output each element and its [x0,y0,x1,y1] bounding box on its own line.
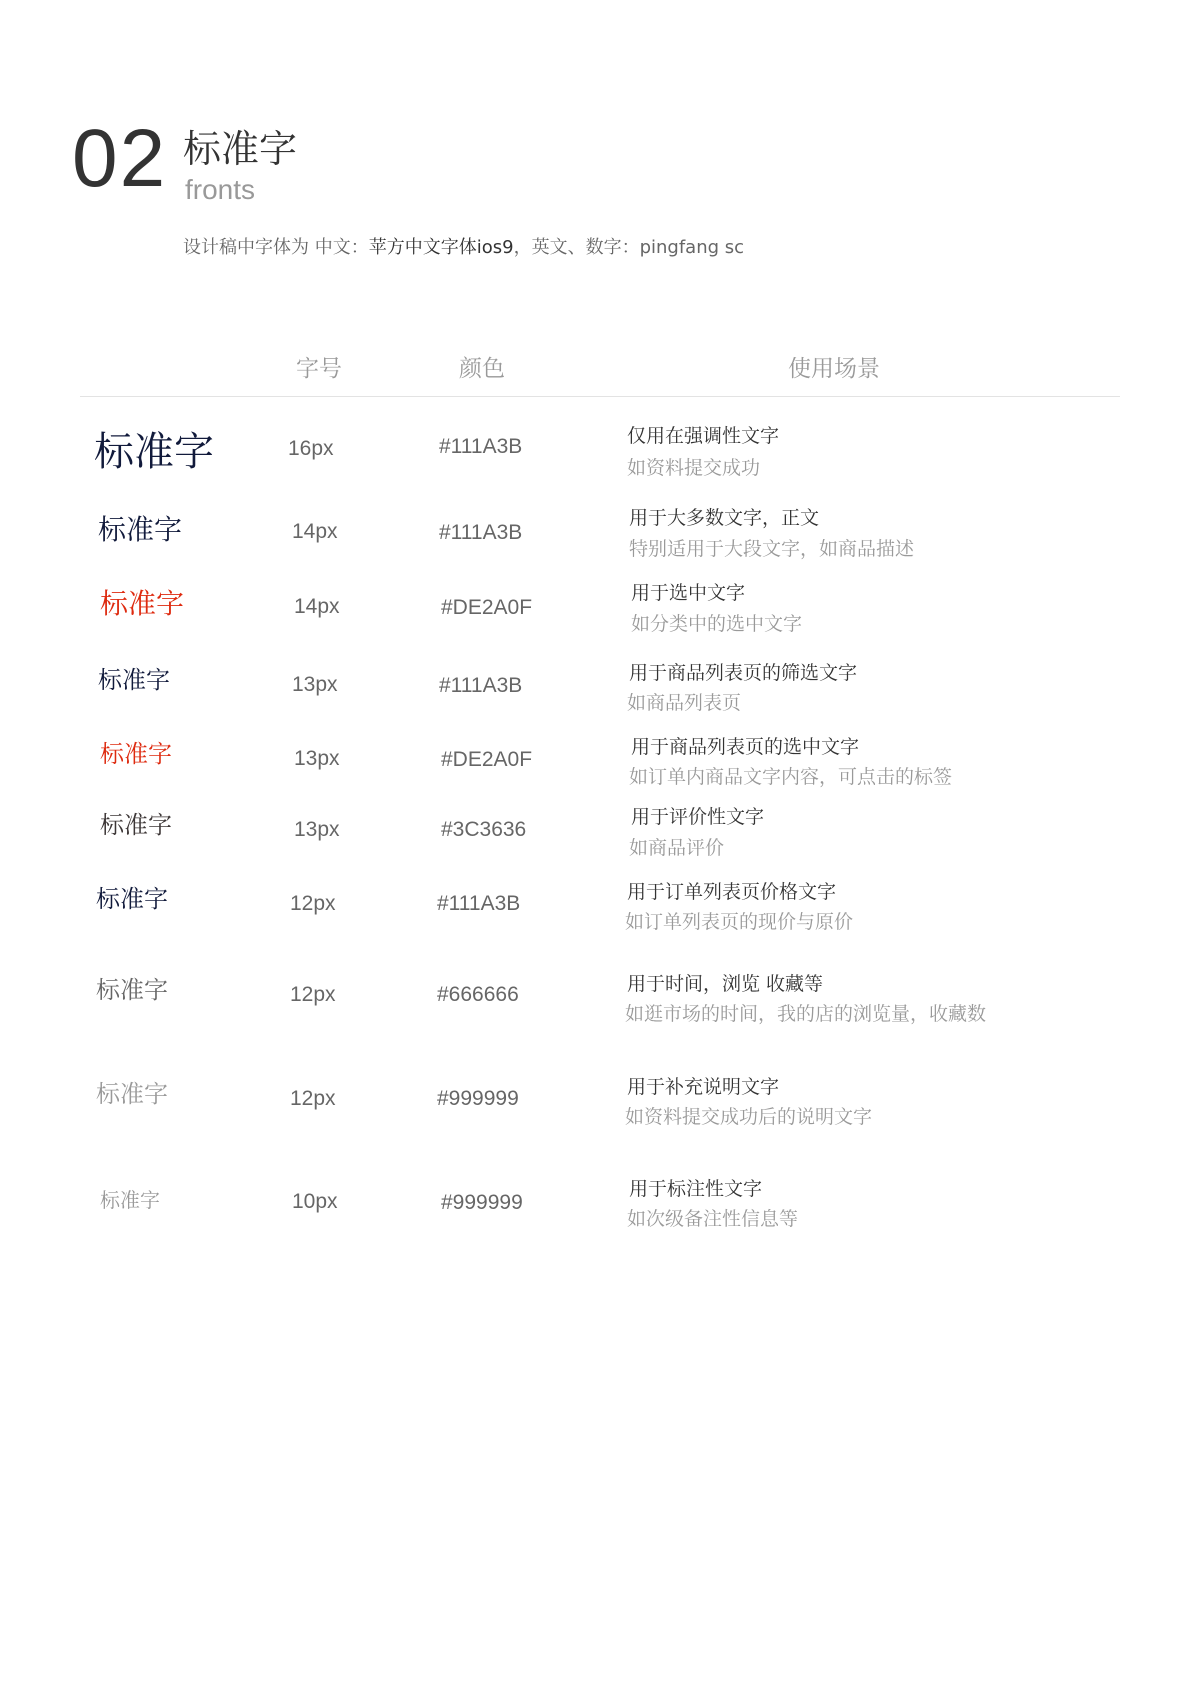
section-title: 标准字 [183,127,298,171]
sample-text: 标准字 [94,429,214,475]
sample-text: 标准字 [98,666,170,694]
usage-example: 如订单内商品文字内容，可点击的标签 [629,766,953,788]
section-number: 02 [72,113,168,204]
color-hex-value: #999999 [441,1191,523,1214]
font-size-value: 12px [290,1087,336,1110]
usage-text: 用于商品列表页的选中文字 [631,736,860,758]
usage-example: 如资料提交成功后的说明文字 [625,1106,873,1128]
column-header-usage: 使用场景 [788,356,880,382]
usage-example: 如资料提交成功 [627,457,761,479]
usage-text: 用于评价性文字 [631,806,765,828]
section-subtitle: fronts [185,174,256,205]
usage-example: 如分类中的选中文字 [631,613,803,635]
color-hex-value: #DE2A0F [441,596,533,619]
font-size-value: 14px [292,520,338,543]
usage-text: 用于订单列表页价格文字 [627,881,837,903]
font-size-value: 13px [294,818,340,841]
intro-separator: ，英文、数字： [513,237,640,258]
intro-prefix: 设计稿中字体为 中文： [183,237,369,258]
color-hex-value: #111A3B [439,674,523,697]
usage-example: 如商品评价 [629,837,725,859]
font-size-value: 16px [288,437,334,460]
sample-text: 标准字 [100,1188,160,1212]
intro-chinese-font: 苹方中文字体ios9 [368,237,514,258]
sample-text: 标准字 [100,811,172,839]
color-hex-value: #111A3B [437,892,521,915]
sample-text: 标准字 [98,513,183,546]
column-header-size: 字号 [296,356,342,382]
header-divider [80,396,1120,397]
usage-text: 用于时间，浏览 收藏等 [627,973,824,995]
usage-example: 特别适用于大段文字，如商品描述 [629,538,915,560]
usage-example: 如逛市场的时间，我的店的浏览量，收藏数 [625,1003,987,1025]
sample-text: 标准字 [100,740,172,768]
sample-text: 标准字 [96,1080,168,1108]
color-hex-value: #111A3B [439,521,523,544]
usage-text: 仅用在强调性文字 [627,425,780,447]
usage-text: 用于商品列表页的筛选文字 [629,662,858,684]
font-size-value: 12px [290,983,336,1006]
color-hex-value: #3C3636 [441,818,527,841]
column-header-color: 颜色 [459,356,505,382]
usage-example: 如订单列表页的现价与原价 [625,911,854,933]
usage-text: 用于选中文字 [631,582,746,604]
color-hex-value: #999999 [437,1087,519,1110]
usage-example: 如商品列表页 [627,692,742,714]
font-size-value: 14px [294,595,340,618]
usage-text: 用于大多数文字，正文 [629,507,820,529]
font-size-value: 13px [294,747,340,770]
color-hex-value: #111A3B [439,435,523,458]
color-hex-value: #666666 [437,983,519,1006]
usage-example: 如次级备注性信息等 [627,1208,799,1230]
sample-text: 标准字 [96,976,168,1004]
font-size-value: 10px [292,1190,338,1213]
font-size-value: 13px [292,673,338,696]
sample-text: 标准字 [100,587,185,620]
sample-text: 标准字 [96,885,168,913]
usage-text: 用于补充说明文字 [627,1076,780,1098]
font-intro [183,233,744,259]
intro-latin-font: pingfang sc [639,237,745,258]
usage-text: 用于标注性文字 [629,1178,763,1200]
color-hex-value: #DE2A0F [441,748,533,771]
font-size-value: 12px [290,892,336,915]
